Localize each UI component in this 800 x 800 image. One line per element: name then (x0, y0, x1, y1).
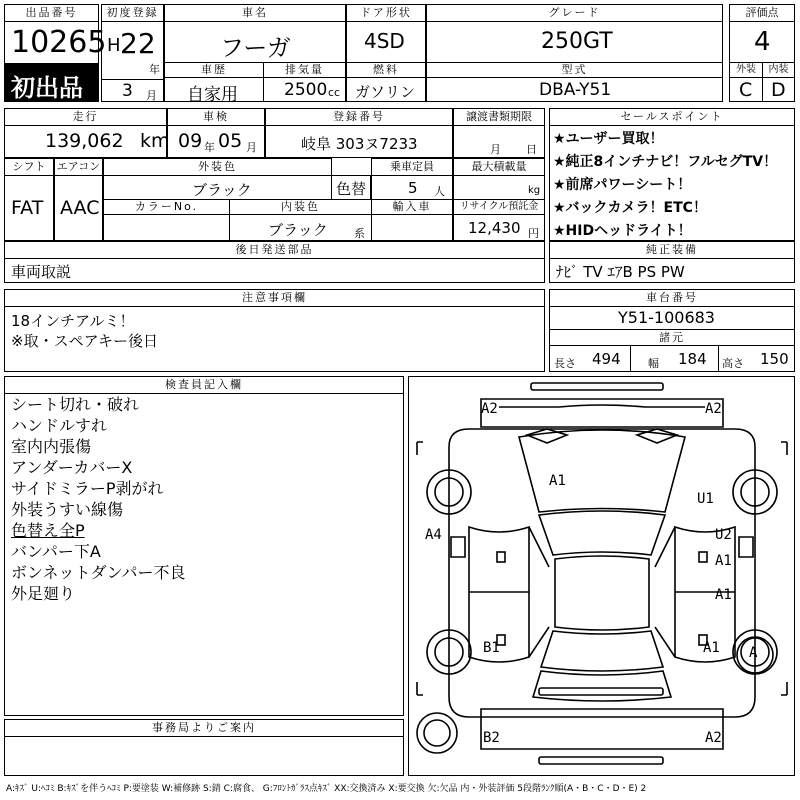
displacement-cell (263, 62, 346, 102)
inspection-label: 車検 (168, 109, 264, 126)
mark-right-quarter: A1 (703, 640, 720, 656)
ac-cell (54, 158, 103, 241)
reg-month-unit: 月 (146, 89, 157, 102)
notes-label: 注意事項欄 (5, 290, 544, 307)
displacement: 2500 (284, 80, 328, 100)
capacity-unit: 人 (434, 185, 445, 198)
interior-color-suffix: 系 (354, 227, 365, 240)
trunk (533, 671, 671, 701)
spare-wheel (417, 713, 457, 753)
office-box (4, 719, 404, 776)
exterior-label: 外装 (730, 63, 762, 78)
mark-right-rear-door: A1 (715, 587, 732, 603)
mileage-label: 走行 (5, 109, 166, 126)
load-label: 最大積載量 (454, 159, 544, 176)
import-label: 輸入車 (372, 200, 452, 215)
transfer-month: 月 (490, 143, 501, 156)
specs-label: 諸元 (550, 329, 794, 346)
mark-front-left: A2 (481, 401, 498, 417)
load-unit: kg (528, 185, 541, 196)
interior-grade: D (771, 79, 786, 101)
grade: 250GT (541, 29, 613, 54)
body-outline (449, 429, 758, 717)
width: 184 (678, 350, 707, 368)
interior-color-cell (229, 199, 372, 241)
inspector-line: サイドミラーP剥がれ (11, 479, 164, 498)
selling-points-box (549, 108, 795, 241)
inspection-cell (167, 108, 265, 158)
notes-box (4, 289, 545, 372)
recycle-label: リサイクル預託金 (454, 200, 544, 215)
exterior-cell (729, 62, 763, 102)
inspector-line: アンダーカバーX (11, 458, 133, 477)
length: 494 (592, 350, 621, 368)
interior-label: 内装 (763, 63, 794, 78)
score-cell (729, 4, 795, 63)
mark-right-front-fender: U1 (697, 491, 714, 507)
mark-rear-left: B2 (483, 730, 500, 746)
car-name: フーガ (220, 34, 291, 62)
ac: AAC (60, 197, 100, 219)
mark-hood: A1 (549, 473, 566, 489)
mark-left-rear: B1 (483, 640, 500, 656)
reg-year-unit: 年 (149, 63, 160, 76)
model-label: 型式 (427, 63, 722, 78)
selling-point: ★HIDヘッドライト！ (553, 223, 692, 239)
inspector-line: 外装うすい線傷 (11, 500, 124, 519)
note-line: 18インチアルミ！ (11, 312, 135, 330)
lot-number-cell (4, 4, 107, 64)
repaint-cell (331, 175, 371, 200)
mark-left-side: A4 (425, 527, 442, 543)
transfer-label: 譲渡書類期限 (454, 109, 544, 126)
inspection-month: 05 (218, 130, 243, 152)
first-listing-text: 初出品 (11, 74, 83, 102)
inspector-line: シート切れ・破れ (11, 395, 140, 414)
capacity-label: 乗車定員 (372, 159, 452, 176)
inspector-line: 外足廻り (11, 584, 76, 603)
load-cell (453, 158, 545, 200)
mark-right-side-upper: U2 (715, 527, 732, 543)
transfer-cell (453, 108, 545, 158)
inspector-line: 室内内張傷 (11, 437, 92, 456)
model-cell (426, 62, 723, 102)
inspector-line: バンパー下A (11, 542, 101, 561)
chassis-label: 車台番号 (550, 290, 794, 307)
interior-color: ブラック (268, 221, 328, 239)
history-cell (164, 62, 264, 105)
shift-cell (4, 158, 54, 241)
selling-point: ★純正8インチナビ！フルセグTV！ (553, 154, 778, 170)
color-cell (103, 158, 332, 200)
door-label: ドア形状 (347, 5, 425, 22)
door-type: 4SD (364, 29, 405, 53)
score: 4 (754, 27, 771, 57)
later-parts-label: 後日発送部品 (5, 242, 544, 259)
grade-cell (426, 4, 723, 63)
recycle-fee: 12,430 (468, 219, 521, 237)
recycle-unit: 円 (528, 227, 539, 240)
history-label: 車歴 (165, 63, 263, 78)
door-cell (346, 4, 426, 63)
note-line: ※取・スペアキー後日 (11, 332, 158, 350)
inspector-line: 色替え全P (11, 521, 85, 540)
exterior-color: ブラック (192, 181, 252, 199)
front-bumper-top (531, 383, 663, 390)
reg-year: 22 (120, 27, 156, 60)
score-label: 評価点 (730, 5, 794, 22)
height: 150 (760, 350, 789, 368)
color-label: 外装色 (104, 159, 331, 176)
inspector-box (4, 376, 404, 716)
plate-label: 登録番号 (266, 109, 452, 126)
mileage-cell (4, 108, 170, 158)
rear-bumper (481, 709, 723, 749)
inspection-year: 09 (178, 130, 203, 152)
oem-label: 純正装備 (550, 242, 794, 259)
height-label: 高さ (722, 357, 744, 370)
rear-bumper-bottom (539, 757, 663, 764)
import-cell (371, 199, 453, 241)
mileage: 139,062 (45, 130, 124, 152)
fuel-cell (346, 62, 426, 102)
selling-points-label: セールスポイント (550, 109, 794, 126)
width-label: 幅 (648, 357, 659, 370)
fuel-label: 燃料 (347, 63, 425, 78)
first-listing-badge (4, 64, 99, 102)
first-registration-cell (101, 4, 164, 102)
windshield (539, 511, 665, 555)
int-color-label: 内装色 (230, 200, 371, 215)
later-parts-box (4, 241, 545, 283)
car-diagram (409, 377, 794, 775)
recycle-cell (453, 199, 545, 241)
inspection-year-unit: 年 (204, 141, 215, 154)
shift-label: シフト (5, 159, 53, 176)
front-bumper (481, 399, 723, 427)
model: DBA-Y51 (539, 80, 612, 100)
oem-equipment-box (549, 241, 795, 283)
interior-cell (762, 62, 795, 102)
history: 自家用 (187, 85, 238, 105)
car-name-cell (164, 4, 346, 63)
oem-equipment: ﾅﾋﾞ TV ｴｱB PS PW (556, 263, 685, 281)
lot-number-label: 出品番号 (5, 5, 98, 22)
inspector-line: ボンネットダンパー不良 (11, 563, 186, 582)
mileage-unit: km (140, 130, 170, 152)
exterior-grade: C (739, 79, 753, 101)
selling-point: ★ユーザー買取！ (553, 131, 664, 147)
grade-label: グレード (427, 5, 722, 22)
color-no-label: カラーNo. (104, 200, 229, 215)
capacity: 5 (408, 179, 418, 197)
displacement-unit: cc (328, 86, 341, 99)
inspector-line: ハンドルすれ (11, 416, 108, 435)
capacity-cell (371, 158, 453, 200)
damage-legend: A:ｷｽﾞ U:ﾍｺﾐ B:ｷｽﾞを伴うﾍｺﾐ P:要塗装 W:補修跡 S:錆 C:腐食、 G:ﾌﾛﾝﾄｶﾞﾗｽ点ｷｽﾞ XX:交換済み X:要交換 欠:欠品 内・外装評価 5段階ﾗﾝｸ順(A・B・C・D・E) 2 (6, 784, 647, 794)
mark-front-right: A2 (705, 401, 722, 417)
shift: FAT (11, 197, 44, 219)
fuel: ガソリン (355, 83, 416, 101)
rear-window (541, 631, 663, 671)
chassis-box (549, 289, 795, 372)
reg-era: H (107, 35, 121, 56)
roof (555, 556, 649, 630)
reg-month: 3 (122, 81, 133, 101)
displacement-label: 排気量 (264, 63, 345, 78)
office-label: 事務局よりご案内 (5, 720, 403, 737)
length-label: 長さ (554, 357, 576, 370)
inspection-month-unit: 月 (246, 141, 257, 154)
reg-label: 初度登録 (102, 5, 163, 22)
plate-number: 岐阜 303ヌ7233 (301, 135, 418, 153)
car-name-label: 車名 (165, 5, 345, 22)
later-parts: 車両取説 (11, 263, 72, 281)
selling-point: ★バックカメラ！ETC！ (553, 200, 707, 216)
plate-cell (265, 108, 453, 158)
transfer-day: 日 (526, 143, 537, 156)
car-diagram-box (408, 376, 795, 776)
mark-right-front-door: A1 (715, 553, 732, 569)
mark-right-rear-wheel: A (749, 645, 758, 661)
repaint: 色替 (336, 180, 367, 198)
chassis-number: Y51-100683 (618, 308, 715, 327)
inspector-label: 検査員記入欄 (5, 377, 403, 394)
ac-label: エアコン (55, 159, 102, 176)
selling-point: ★前席パワーシート！ (553, 177, 692, 193)
color-no-cell (103, 199, 230, 241)
mark-rear-right: A2 (705, 730, 722, 746)
lot-number: 10265 (11, 25, 107, 60)
